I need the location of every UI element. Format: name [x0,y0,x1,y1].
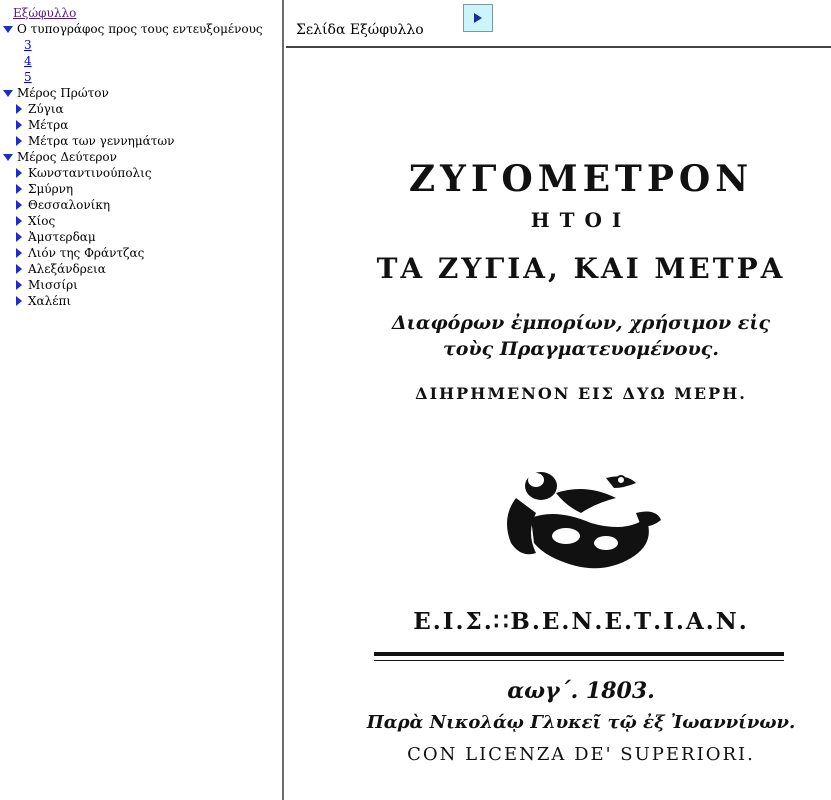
page-link-5[interactable]: 5 [24,70,32,84]
toc-section-label[interactable]: Μέρος Δεύτερον [17,150,117,164]
toc-subitem[interactable] [16,229,96,245]
page-link-4[interactable]: 4 [24,54,32,68]
toc-section-part-two[interactable] [3,149,117,165]
scan-printer: Παρὰ Νικολάῳ Γλυκεῖ τῷ ἐξ Ἰωαννίνων. [366,712,796,733]
next-page-button[interactable] [463,4,493,32]
cover-link[interactable]: Εξώφυλλο [13,6,77,20]
toc-section-label[interactable]: Ο τυπογράφος προς τους εντευξομένους [17,22,263,36]
toc-subitem-label[interactable]: Χίος [28,214,56,228]
collapsed-triangle-icon[interactable] [16,168,22,178]
page-viewer-frame [286,0,831,800]
toc-subitem-label[interactable]: Αλεξάνδρεια [28,262,106,276]
toc-subitem-label[interactable]: Ἀμστερδαμ [28,230,96,244]
collapsed-triangle-icon[interactable] [16,104,22,114]
toc-section-printer[interactable] [3,21,263,37]
toc-subitem-label[interactable]: Μισσίρι [28,278,78,292]
collapsed-triangle-icon[interactable] [16,200,22,210]
toc-subitem[interactable] [16,261,106,277]
header-divider [286,46,831,48]
toc-subitem-label[interactable]: Θεσσαλονίκη [28,198,111,212]
scan-line: ΗΤΟΙ [530,208,632,232]
collapsed-triangle-icon[interactable] [16,184,22,194]
toc-subitem[interactable] [16,133,174,149]
toc-page-item [24,37,32,53]
scan-line: ΤΑ ΖΥΓΙΑ, ΚΑΙ ΜΕΤΡΑ [376,252,786,285]
page-label: Σελίδα Εξώφυλλο [296,22,424,38]
expanded-triangle-icon[interactable] [3,154,13,161]
toc-subitem-label[interactable]: Κωνσταντινούπολις [28,166,152,180]
collapsed-triangle-icon[interactable] [16,120,22,130]
toc-subitem[interactable] [16,101,64,117]
expanded-triangle-icon[interactable] [3,90,13,97]
collapsed-triangle-icon[interactable] [16,280,22,290]
collapsed-triangle-icon[interactable] [16,264,22,274]
scan-place: Ε.Ι.Σ.∷Β.Ε.Ν.Ε.Τ.Ι.Α.Ν. [413,608,749,635]
toc-subitem[interactable] [16,197,110,213]
collapsed-triangle-icon[interactable] [16,296,22,306]
scan-line: ΔΙΗΡΗΜΕΝΟΝ ΕΙΣ ΔΥΩ ΜΕΡΗ. [415,384,747,403]
scan-title: ΖΥΓΟΜΕΤΡΟΝ [408,158,754,200]
page-scan-image [346,140,816,780]
collapsed-triangle-icon[interactable] [16,216,22,226]
collapsed-triangle-icon[interactable] [16,232,22,242]
toc-subitem[interactable] [16,293,71,309]
cherub-vignette [496,458,666,578]
toc-frame [0,0,284,800]
scan-line: Διαφόρων ἐμπορίων, χρήσιμον εἰς [391,312,771,334]
play-icon [474,13,482,23]
collapsed-triangle-icon[interactable] [16,248,22,258]
toc-subitem[interactable] [16,181,73,197]
toc-item-cover [13,5,76,21]
toc-subitem[interactable] [16,165,152,181]
toc-subitem-label[interactable]: Μέτρα των γεννημάτων [28,134,175,148]
scan-licence: CON LICENZA DE' SUPERIORI. [407,744,755,765]
toc-subitem[interactable] [16,213,55,229]
scan-thick-rule [374,652,784,656]
page-link-3[interactable]: 3 [24,38,32,52]
expanded-triangle-icon[interactable] [3,26,13,33]
toc-subitem-label[interactable]: Μέτρα [28,118,69,132]
scan-line: τοὺς Πραγματευομένους. [443,338,719,360]
toc-subitem-label[interactable]: Χαλέπι [28,294,72,308]
toc-subitem[interactable] [16,245,144,261]
toc-subitem-label[interactable]: Λιόν της Φράντζας [28,246,145,260]
toc-section-label[interactable]: Μέρος Πρώτον [17,86,109,100]
toc-subitem[interactable] [16,277,78,293]
collapsed-triangle-icon[interactable] [16,136,22,146]
toc-page-item [24,53,32,69]
scan-year: αωγ´. 1803. [507,678,655,704]
toc-page-item [24,69,32,85]
scan-thin-rule [374,660,784,661]
toc-subitem-label[interactable]: Ζύγια [28,102,64,116]
toc-subitem[interactable] [16,117,68,133]
toc-section-part-one[interactable] [3,85,109,101]
toc-subitem-label[interactable]: Σμύρνη [28,182,74,196]
